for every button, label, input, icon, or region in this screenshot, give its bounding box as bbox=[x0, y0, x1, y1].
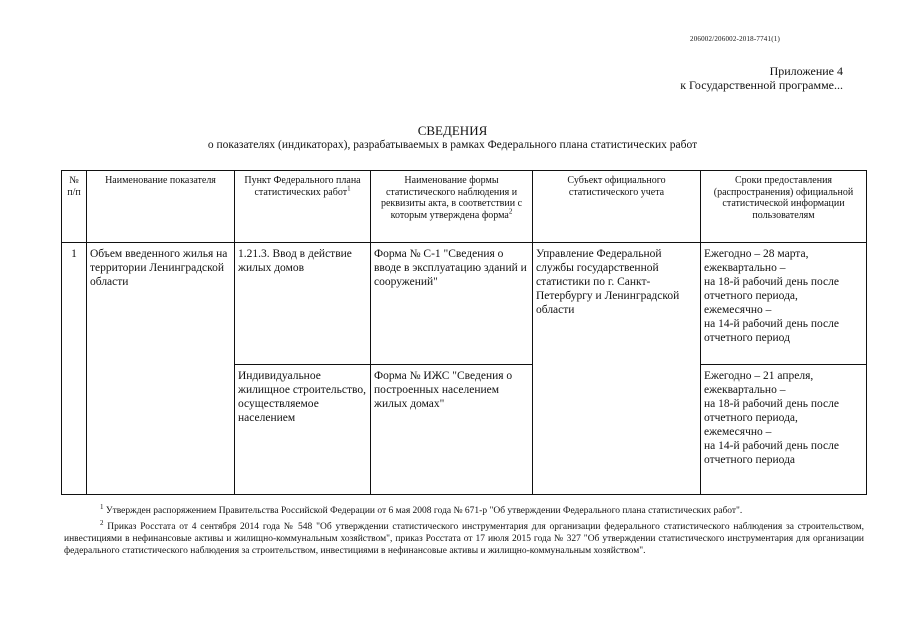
header-num-line-1: № bbox=[69, 175, 79, 186]
deadline-line: ежеквартально – bbox=[704, 384, 786, 396]
header-deadlines: Сроки предоставления (распространения) официальной статистической информации пользователям bbox=[701, 171, 867, 243]
header-subject: Субъект официального статистического учета bbox=[533, 171, 701, 243]
deadline-line: Ежегодно – 21 апреля, bbox=[704, 370, 814, 382]
row-indicator: Объем введенного жилья на территории Ленинградской области bbox=[87, 243, 235, 495]
footnote-ref-1: 1 bbox=[347, 184, 351, 193]
header-plan-item bbox=[235, 171, 371, 243]
header-num bbox=[62, 171, 87, 243]
deadline-line: на 14-й рабочий день после отчетного периода bbox=[704, 440, 839, 466]
header-indicator: Наименование показателя bbox=[87, 171, 235, 243]
row-form: Форма № С-1 "Сведения о вводе в эксплуатацию зданий и сооружений" bbox=[371, 243, 533, 365]
document-subtitle: о показателях (индикаторах), разрабатываемых в рамках Федерального плана статистических работ bbox=[207, 139, 698, 151]
deadline-line: ежемесячно – bbox=[704, 426, 772, 438]
row-deadlines bbox=[701, 365, 867, 495]
header-plan-item-text: Пункт Федерального плана статистических работ bbox=[244, 175, 361, 198]
deadline-line: Ежегодно – 28 марта, bbox=[704, 248, 809, 260]
footnote-1 bbox=[64, 502, 864, 517]
header-form-name-text: Наименование формы статистического наблюдения и реквизиты акта, в соответствии с которым утверждена форма bbox=[380, 175, 523, 221]
deadline-line: ежемесячно – bbox=[704, 304, 772, 316]
footnote-2 bbox=[64, 518, 865, 557]
footnotes bbox=[64, 502, 865, 557]
table-header-row bbox=[62, 171, 867, 243]
indicators-table bbox=[61, 170, 867, 495]
footnote-ref-2: 2 bbox=[508, 207, 513, 216]
document-title: СВЕДЕНИЯ bbox=[417, 123, 488, 138]
footnote-1-mark: 1 bbox=[100, 502, 104, 511]
row-plan-item: 1.21.3. Ввод в действие жилых домов bbox=[235, 243, 371, 365]
row-plan-item: Индивидуальное жилищное строительство, осуществляемое населением bbox=[235, 365, 371, 495]
row-form: Форма № ИЖС "Сведения о построенных населением жилых домах" bbox=[371, 365, 533, 495]
appendix-line-1: Приложение 4 bbox=[769, 64, 843, 78]
deadline-line: на 18-й рабочий день после отчетного периода, bbox=[704, 276, 839, 302]
deadline-line: на 14-й рабочий день после отчетного период bbox=[704, 318, 839, 344]
appendix-note bbox=[640, 64, 843, 92]
footnote-2-mark: 2 bbox=[100, 518, 104, 527]
footnote-1-text: Утвержден распоряжением Правительства Российской Федерации от 6 мая 2008 года № 671-р "Об утверждении Федерального плана статистических работ". bbox=[105, 506, 743, 516]
header-form-name bbox=[371, 171, 533, 243]
header-num-line-2: п/п bbox=[67, 186, 81, 198]
table-row bbox=[62, 243, 867, 365]
document-id: 206002/206002-2018-7741(1) bbox=[690, 35, 780, 43]
appendix-line-2: к Государственной программе... bbox=[680, 78, 843, 92]
footnote-2-text: Приказ Росстата от 4 сентября 2014 года № 548 "Об утверждении статистического инструментария для организации федерального статистического наблюдения за строительством, инвестициями в нефинансовые активы и жилищно-коммунальным хозяйством", приказ Росстата от 17 июля 2015 года № 327 "Об утверждении статистического инструментария для организации федерального статистического наблюдения за строительством, инвестициями в нефинансовые активы и жилищно-коммунальным хозяйством". bbox=[64, 522, 865, 556]
row-deadlines bbox=[701, 243, 867, 365]
deadline-line: на 18-й рабочий день после отчетного периода, bbox=[704, 398, 839, 424]
row-subject: Управление Федеральной службы государственной статистики по г. Санкт-Петербургу и Ленинградской области bbox=[533, 243, 701, 495]
row-num: 1 bbox=[62, 243, 87, 495]
deadline-line: ежеквартально – bbox=[704, 262, 786, 274]
